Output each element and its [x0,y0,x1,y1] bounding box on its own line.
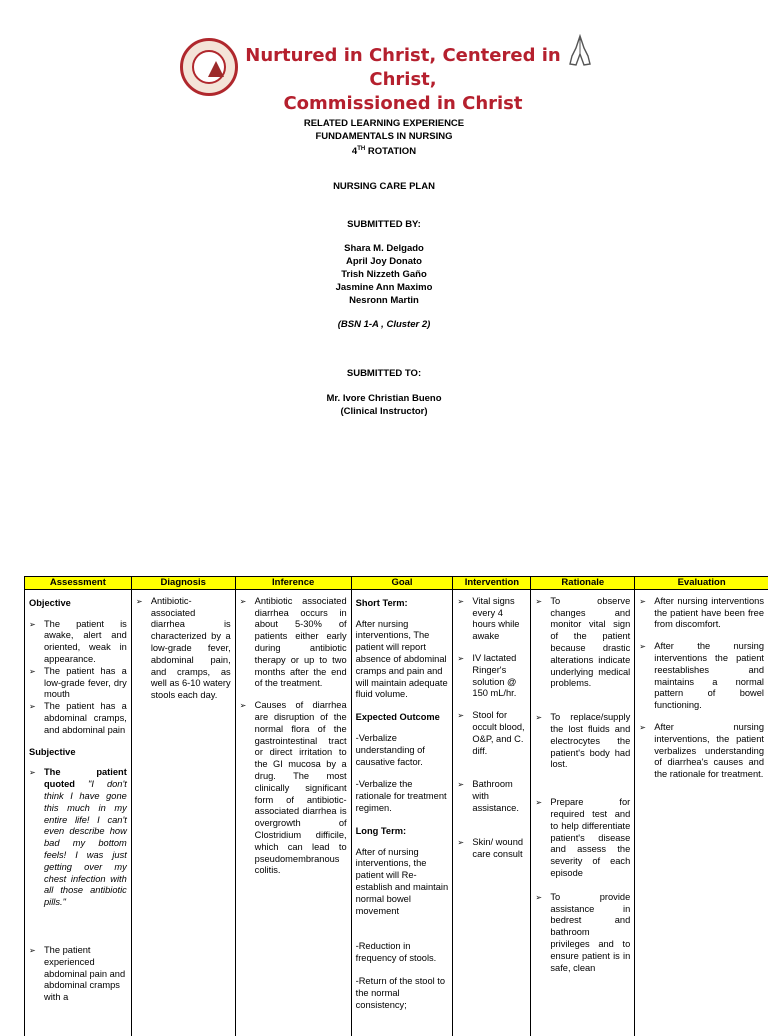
list-item: ➢ The patient has a abdominal cramps, and abdominal pain [29,701,127,736]
instructor-block [0,392,768,418]
praying-hands-icon [564,34,596,68]
instructor-role: (Clinical Instructor) [0,405,768,418]
list-item: ➢ Stool for occult blood, O&P, and C. diff. [457,710,526,757]
title-line-2: FUNDAMENTALS IN NURSING [0,130,768,143]
list-item: ➢ Antibiotic associated diarrhea occurs in about 5-30% of patients either early during antibiotic therapy or up to two months after the end of the treatment. [240,596,347,690]
list-item: ➢ Vital signs every 4 hours while awake [457,596,526,643]
expected-outcome: -Verbalize the rationale for treatment regimen. [356,779,449,814]
section-label: (BSN 1-A , Cluster 2) [0,318,768,331]
table-row [25,589,768,1036]
instructor-name: Mr. Ivore Christian Bueno [0,392,768,405]
short-term-label: Short Term: [356,598,449,610]
column-header: Intervention [453,577,531,590]
title-line-1: RELATED LEARNING EXPERIENCE [0,117,768,130]
expected-outcome: -Verbalize understanding of causative factor. [356,733,449,768]
list-item: ➢ After nursing interventions, the patient verbalizes understanding of diarrhea's causes and the rationale for treatment. [639,722,764,781]
rotation-line: 4TH ROTATION [0,143,768,158]
long-term-outcome: -Return of the stool to the normal consistency; [356,976,449,1011]
list-item: ➢ To replace/supply the lost fluids and electrocytes the patient's body had lost. [535,712,630,771]
school-seal-logo [180,38,238,96]
list-item: ➢ Prepare for required test and to help differentiate patient's disease and assess the severity of each episode [535,797,630,880]
column-header: Rationale [531,577,635,590]
list-item: ➢ The patient has a low-grade fever, dry mouth [29,666,127,701]
submitted-to-label: SUBMITTED TO: [0,367,768,380]
long-term-outcome: -Reduction in frequency of stools. [356,941,449,965]
inference-cell [235,589,351,1036]
list-item: ➢ IV lactated Ringer's solution @ 150 mL/hr. [457,653,526,700]
objective-label: Objective [29,598,127,610]
list-item: ➢ To observe changes and monitor vital sign of the patient because drastic alterations indicate underlying medical problems. [535,596,630,690]
motto-line-1: Nurtured in Christ, Centered in Christ, [238,44,568,92]
goal-cell [351,589,453,1036]
motto-line-2: Commissioned in Christ [238,92,568,116]
long-term-goal: After of nursing interventions, the patient will Re-establish and maintain normal bowel movement [356,847,449,918]
list-item: ➢ The patient is awake, alert and oriented, weak in appearance. [29,619,127,666]
nursing-care-plan-table [24,576,768,1036]
list-item: ➢ Bathroom with assistance. [457,779,526,814]
column-header: Diagnosis [131,577,235,590]
student-name: Trish Nizzeth Gaño [0,268,768,281]
list-item: ➢ Skin/ wound care consult [457,837,526,861]
student-name: Nesronn Martin [0,294,768,307]
list-item: ➢ After the nursing interventions the patient reestablishes and maintains a normal pattern of bowel functioning. [639,641,764,712]
subjective-list [29,767,127,1004]
objective-list [29,619,127,737]
subjective-label: Subjective [29,747,127,759]
motto [238,44,568,116]
document-type: NURSING CARE PLAN [0,180,768,193]
title-block [0,117,768,158]
list-item: ➢ The patient experienced abdominal pain and abdominal cramps with a [29,945,127,1004]
student-name: Jasmine Ann Maximo [0,281,768,294]
column-header: Assessment [25,577,132,590]
list-item: ➢ After nursing interventions the patient have been free from discomfort. [639,596,764,631]
column-header: Goal [351,577,453,590]
short-term-goal: After nursing interventions, The patient will report absence of abdominal cramps and pain and will maintain adequate fluid volume. [356,619,449,702]
submitted-by-label: SUBMITTED BY: [0,218,768,231]
table-header-row [25,577,768,590]
student-name: Shara M. Delgado [0,242,768,255]
diagnosis-cell [131,589,235,1036]
student-names [0,242,768,307]
column-header: Evaluation [635,577,768,590]
long-term-label: Long Term: [356,826,449,838]
evaluation-cell [635,589,768,1036]
intervention-cell [453,589,531,1036]
list-item: ➢ The patient quoted "I don't think I have gone this much in my entire life! I can't even describe how bad my bottom feels! I was just getting over my chest infection with all those antibiotic pills." [29,767,127,909]
expected-outcome-label: Expected Outcome [356,712,449,724]
list-item: ➢ Antibiotic-associated diarrhea is characterized by a low-grade fever, abdominal pain, and cramps, as well as 6-10 watery stools each day. [136,596,231,702]
assessment-cell [25,589,132,1036]
column-header: Inference [235,577,351,590]
list-item: ➢ To provide assistance in bedrest and bathroom privileges and to ensure patient is in safe, clean [535,892,630,975]
rationale-cell [531,589,635,1036]
student-name: April Joy Donato [0,255,768,268]
header-banner [172,30,596,106]
list-item: ➢ Causes of diarrhea are disruption of the normal flora of the gastrointestinal tract or direct irritation to the GI mucosa by a drug. The most clinically significant form of antibiotic-associated diarrhea is overgrowth of Clostridium difficile, which can lead to pseudomembranous colitis. [240,700,347,877]
